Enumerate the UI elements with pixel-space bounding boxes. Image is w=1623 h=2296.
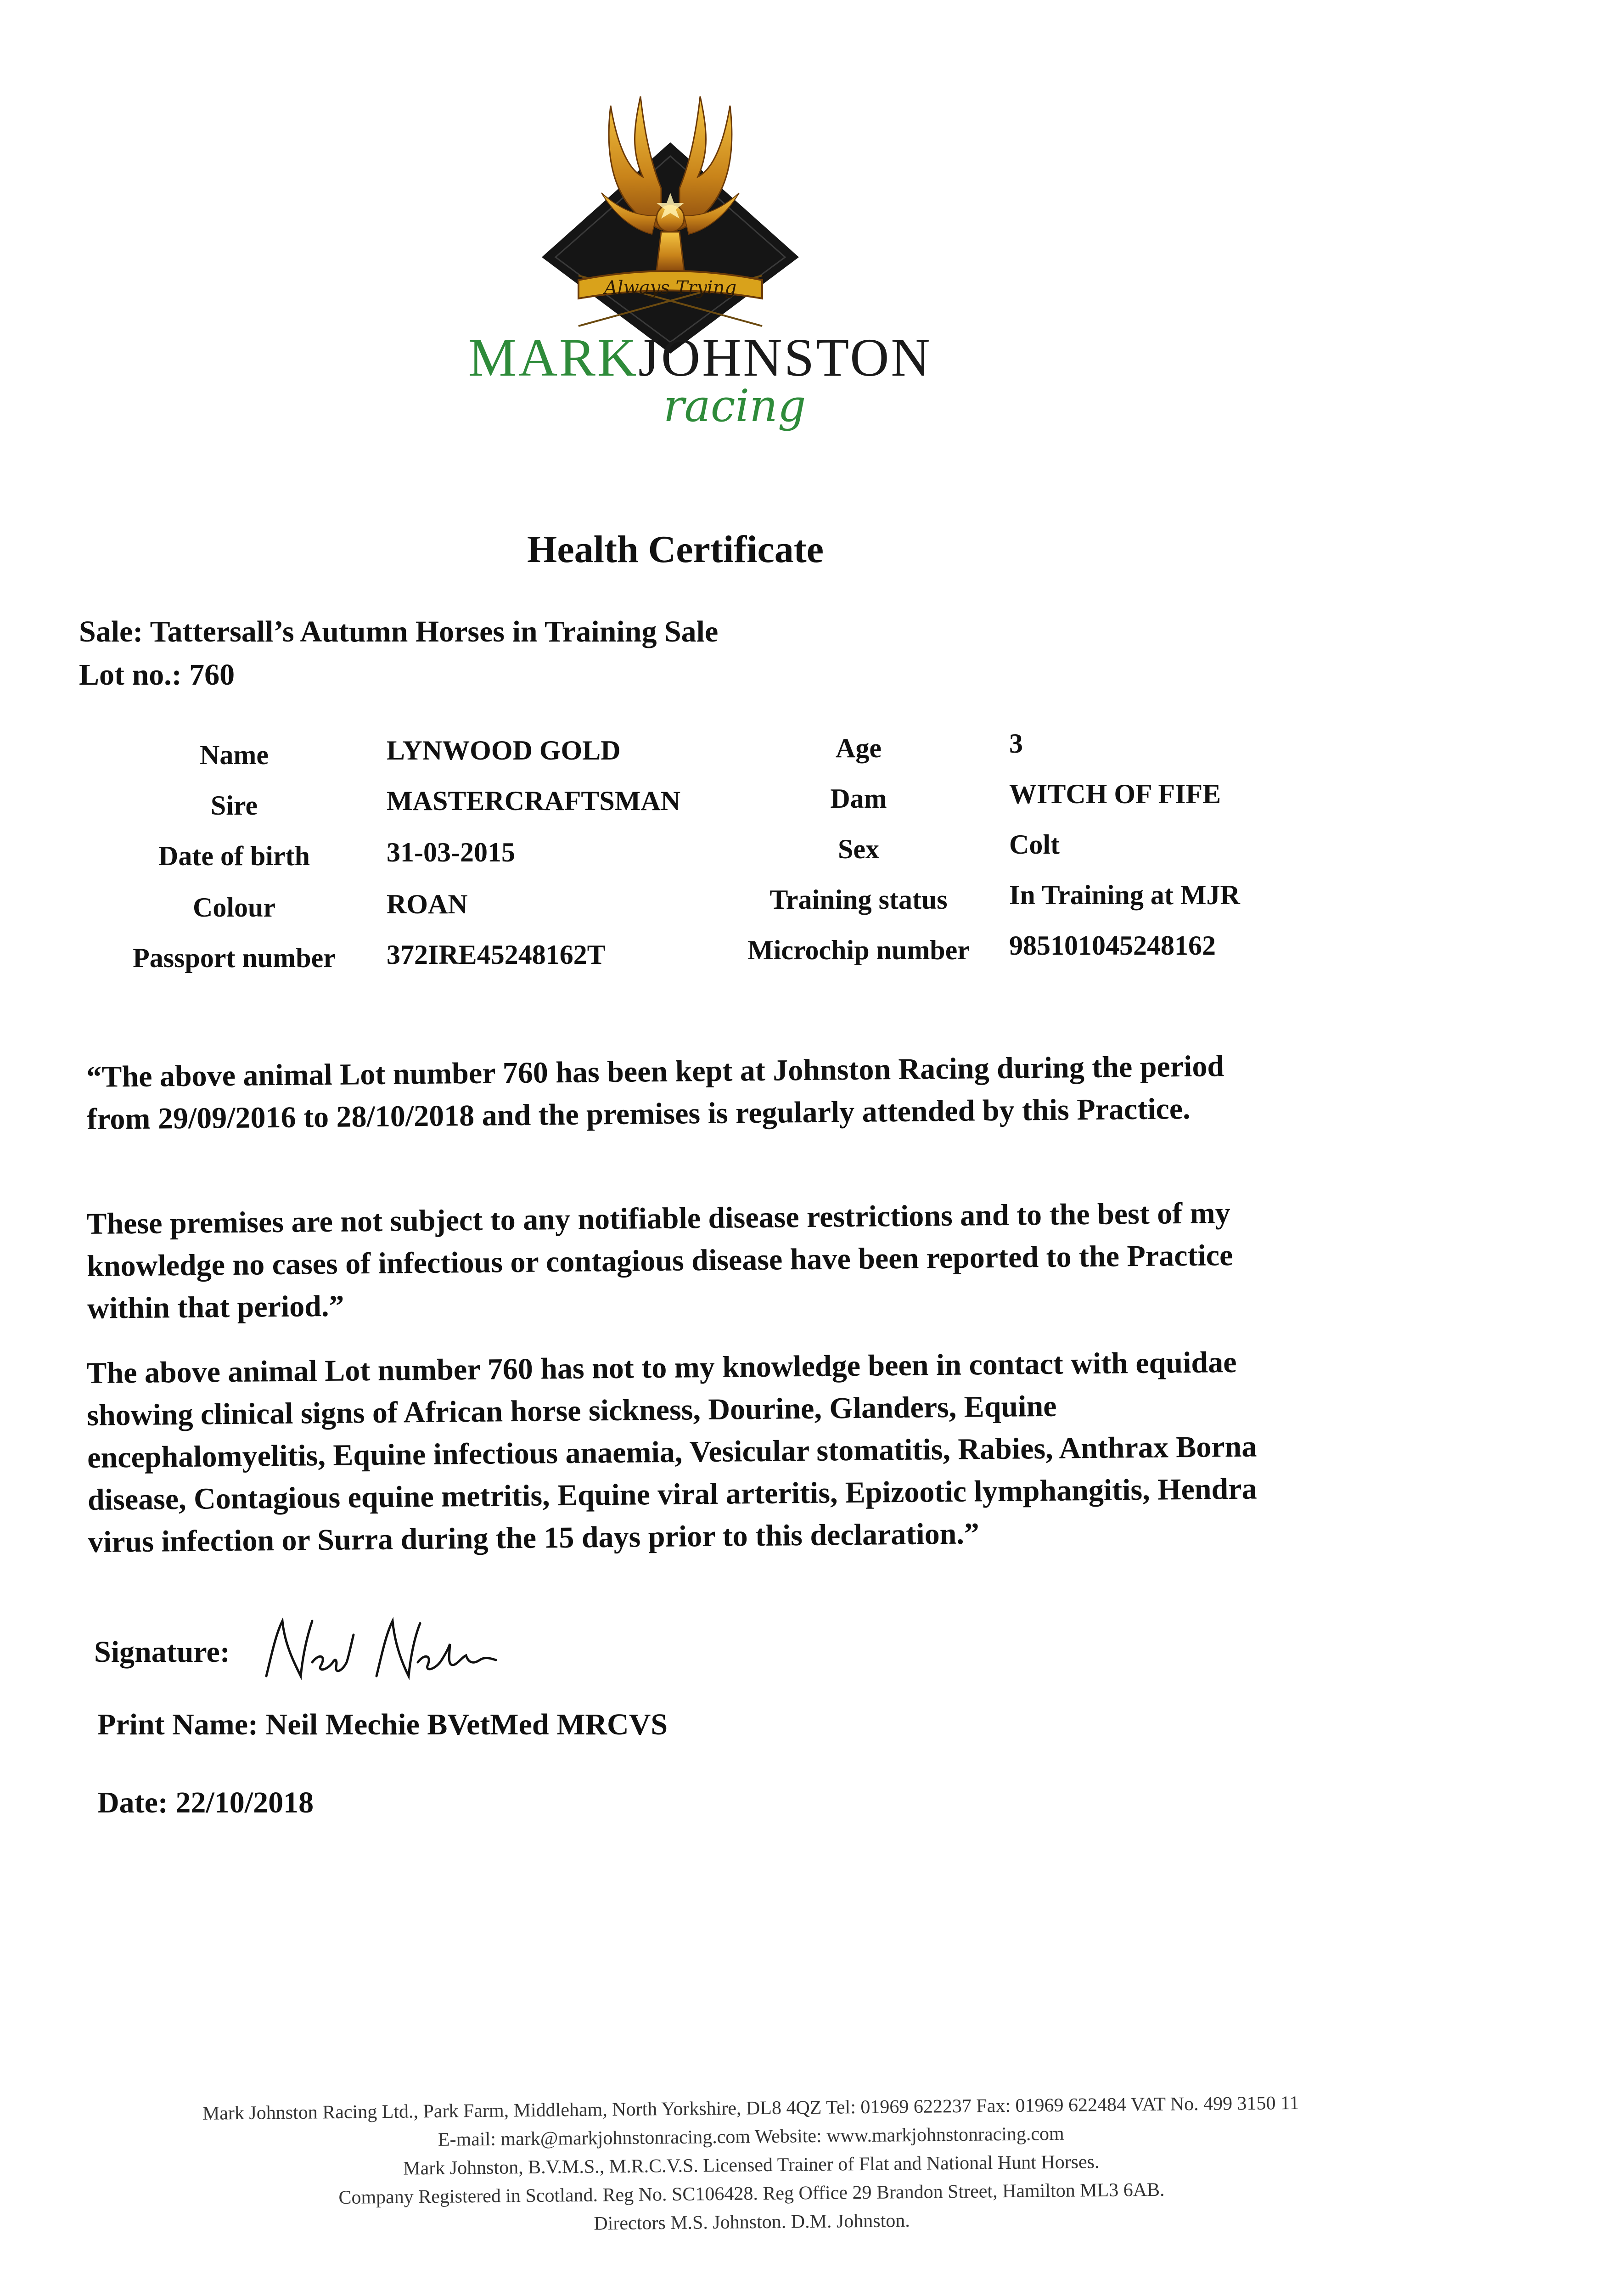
brand-wordmark	[468, 327, 932, 432]
horse-dob: 31-03-2015	[387, 837, 515, 867]
statement-paragraph: “The above animal Lot number 760 has been kept at Johnston Racing during the period from 29/09/2016 to 28/10/2018 and the premises is regularly attended by this Practice.	[86, 1049, 1224, 1136]
brand-name-johnston: JOHNSTON	[638, 327, 932, 388]
sire-label: Sire	[210, 790, 258, 821]
brand-subtitle: racing	[663, 380, 806, 432]
statement-paragraph: These premises are not subject to any notifiable disease restrictions and to the best of my knowledge no cases of infectious or contagious disease have been reported to the Practice within that period.”	[86, 1196, 1233, 1325]
horse-microchip: 985101045248162	[1009, 930, 1216, 961]
horse-sex: Colt	[1009, 829, 1060, 860]
horse-sire: MASTERCRAFTSMAN	[387, 786, 681, 816]
motto-text: Always Trying	[604, 277, 737, 298]
footer-address: Mark Johnston Racing Ltd., Park Farm, Middleham, North Yorkshire, DL8 4QZ Tel: 01969 622237 Fax: 01969 622484 VAT No. 499 3150 11	[202, 2092, 1299, 2124]
footer-directors: Directors M.S. Johnston. D.M. Johnston.	[594, 2210, 910, 2234]
page-title: Health Certificate	[527, 528, 824, 571]
footer-license: Mark Johnston, B.V.M.S., M.R.C.V.S. Licensed Trainer of Flat and National Hunt Horses.	[403, 2151, 1100, 2179]
print-name: Print Name: Neil Mechie BVetMed MRCVS	[97, 1708, 668, 1741]
footer-contact: E-mail: mark@markjohnstonracing.com Website: www.markjohnstonracing.com	[438, 2123, 1064, 2150]
lot-number: Lot no.: 760	[79, 658, 235, 692]
training-status-label: Training status	[769, 884, 948, 915]
colour-label: Colour	[193, 892, 275, 923]
dam-label: Dam	[830, 783, 887, 814]
horse-passport: 372IRE45248162T	[387, 940, 606, 970]
brand-name-mark: MARK	[468, 327, 639, 388]
name-label: Name	[200, 740, 269, 770]
winged-crest-logo	[523, 78, 817, 363]
sex-label: Sex	[838, 834, 879, 864]
horse-colour: ROAN	[387, 889, 468, 919]
horse-dam: WITCH OF FIFE	[1009, 779, 1221, 809]
footer-registration: Company Registered in Scotland. Reg No. SC106428. Reg Office 29 Brandon Street, Hamilton ML3 6AB.	[338, 2179, 1165, 2208]
dob-label: Date of birth	[158, 841, 310, 871]
handwritten-signature	[257, 1607, 505, 1690]
company-footer	[51, 2088, 1452, 2243]
microchip-label: Microchip number	[747, 935, 970, 965]
horse-training-status: In Training at MJR	[1009, 880, 1240, 910]
horse-name: LYNWOOD GOLD	[387, 735, 621, 765]
statement-paragraph: The above animal Lot number 760 has not to my knowledge been in contact with equidae showing clinical signs of African horse sickness, Dourine, Glanders, Equine encephalomyelitis, Equine infectious anaemia, Vesicular stomatitis, Rabies, Anthrax Borna disease, Contagious equine metritis, Equine viral arteritis, Epizootic lymphangitis, Hendra virus infection or Surra during the 15 days prior to this declaration.”	[86, 1345, 1257, 1559]
sale-name: Sale: Tattersall’s Autumn Horses in Training Sale	[79, 615, 719, 648]
certificate-date: Date: 22/10/2018	[97, 1786, 314, 1819]
horse-age: 3	[1009, 728, 1023, 759]
age-label: Age	[836, 733, 882, 763]
signature-label: Signature:	[94, 1635, 230, 1669]
passport-label: Passport number	[133, 943, 336, 973]
